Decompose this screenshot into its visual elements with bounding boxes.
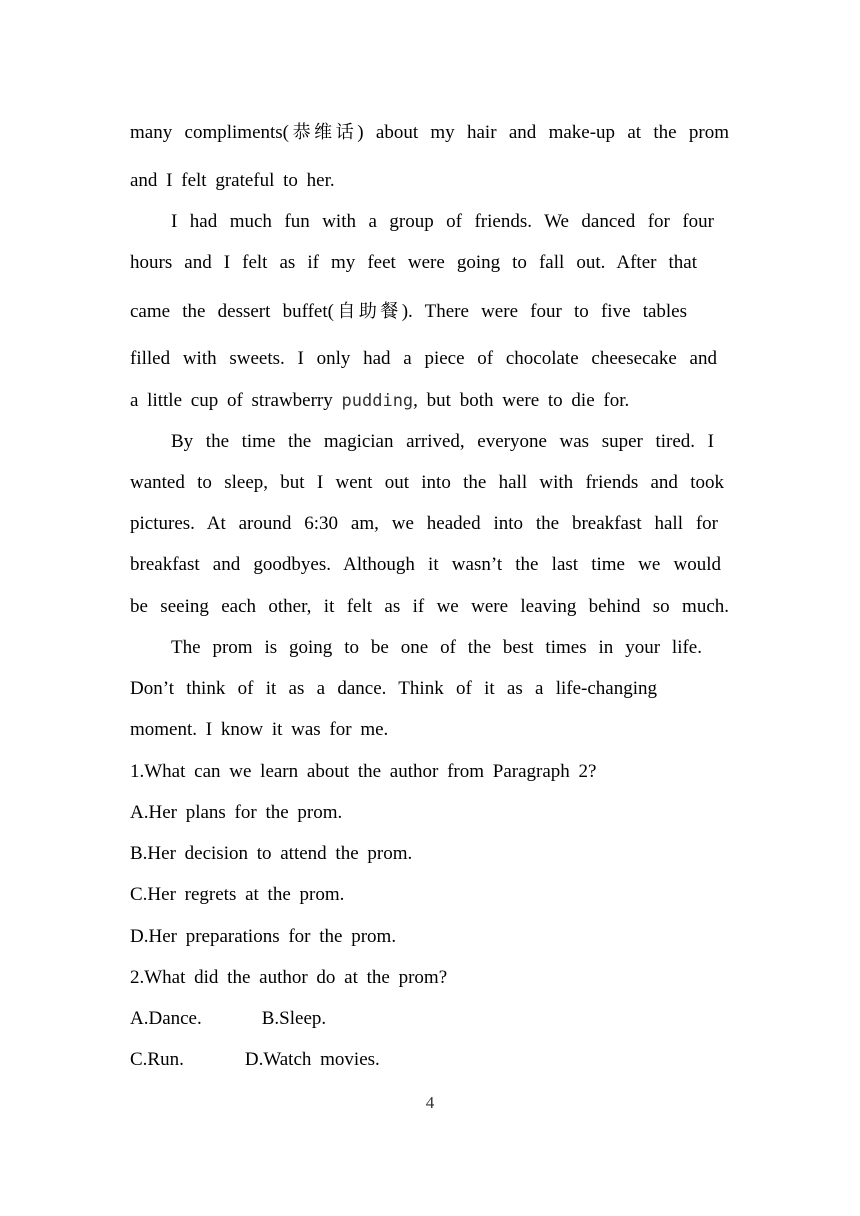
answer-option-row [130, 1007, 326, 1031]
answer-option-row [130, 1048, 380, 1072]
passage-line: many compliments(恭维话) about my hair and make-up at the prom [130, 122, 730, 143]
highlighted-word: pudding [341, 391, 414, 411]
passage-line: came the dessert buffet(自助餐). There were four to five tables [130, 301, 688, 322]
passage-line: hours and I felt as if my feet were going to fall out. After that [130, 252, 697, 273]
answer-option: D.Watch movies. [244, 1049, 380, 1070]
answer-option: B.Her decision to attend the prom. [130, 843, 413, 864]
page-number: 4 [425, 1093, 435, 1112]
passage-line: and I felt grateful to her. [130, 170, 335, 191]
answer-option: C.Run. [130, 1049, 184, 1070]
passage-line: breakfast and goodbyes. Although it wasn’t the last time we would [130, 554, 721, 575]
answer-option: A.Her plans for the prom. [130, 802, 343, 823]
passage-line: pictures. At around 6:30 am, we headed into the breakfast hall for [130, 513, 718, 534]
passage-line: filled with sweets. I only had a piece of chocolate cheesecake and [130, 348, 717, 369]
passage-line: By the time the magician arrived, everyone was super tired. I [171, 431, 714, 452]
passage-line: be seeing each other, it felt as if we were leaving behind so much. [130, 596, 729, 617]
passage-line: moment. I know it was for me. [130, 719, 389, 740]
answer-option: B.Sleep. [261, 1008, 327, 1029]
answer-option: D.Her preparations for the prom. [130, 926, 397, 947]
chinese-gloss: 自助餐 [333, 301, 402, 322]
chinese-gloss: 恭维话 [289, 122, 358, 143]
passage-line: The prom is going to be one of the best times in your life. [171, 637, 702, 658]
question-stem: 2.What did the author do at the prom? [130, 967, 448, 988]
question-stem: 1.What can we learn about the author from Paragraph 2? [130, 761, 597, 782]
passage-line: Don’t think of it as a dance. Think of it as a life-changing [130, 678, 657, 699]
passage-line: a little cup of strawberry pudding, but both were to die for. [130, 390, 630, 411]
answer-option: A.Dance. [130, 1008, 202, 1029]
passage-line: wanted to sleep, but I went out into the hall with friends and took [130, 472, 724, 493]
passage-line: I had much fun with a group of friends. We danced for four [171, 211, 714, 232]
answer-option: C.Her regrets at the prom. [130, 884, 345, 905]
